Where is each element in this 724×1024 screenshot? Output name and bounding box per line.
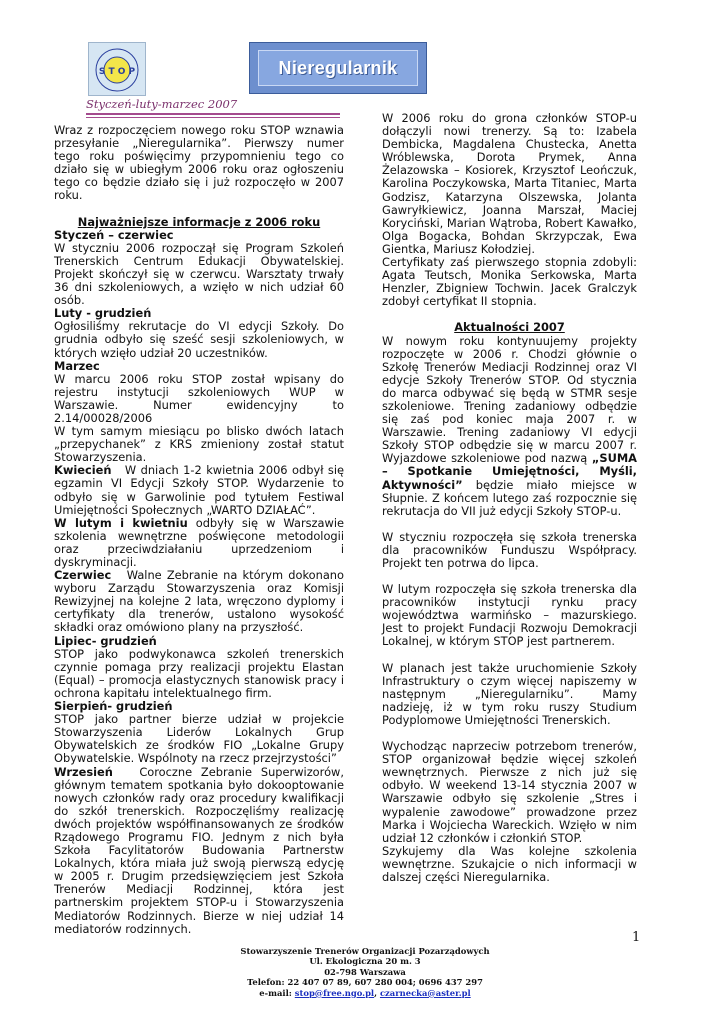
s8-title: Sierpień- grudzień bbox=[54, 699, 173, 714]
suma-title: „SUMA – Spotkanie Umiejętności, Myśli, Aktywności” bbox=[382, 451, 637, 492]
s9-text: Coroczne Zebranie Superwizorów, głównym tematem spotkania było dokooptowanie nowych członków rady oraz procedury kwalifikacji do szkół trenerskich. Rozpoczęliśmy realizację dwóch projektów współfinansowanych ze środków Rządowego Programu FIO. Jednym z nich była Szkoła Facylitatorów Budowania Partnerstw Lokalnych, która miała już swoją pierwszą edycję w 2005 r. Drugim przedsięwzięciem jest Szkoła Trenerów Mediacji Rodzinnej, która jest partnerskim projektem STOP-u i Stowarzyszenia Mediatorów Rodzinnych. Bierze w niej udział 14 mediatorów rodzinnych. bbox=[54, 764, 344, 936]
s1-text: W styczniu 2006 rozpoczął się Program Szkoleń Trenerskich Centrum Edukacji Obywatelskiej. Projekt skończył się w czerwcu. Warsztaty trwały 36 dni szkoleniowych, a wzięło w nich udział 60 osób. bbox=[54, 240, 344, 308]
more-training-paragraph: Szykujemy dla Was kolejne szkolenia wewnętrzne. Szukajcie o nich informacji w dalszej części Nieregularnika. bbox=[382, 843, 637, 884]
s1-title: Styczeń – czerwiec bbox=[54, 227, 174, 242]
s6-text: Walne Zebranie na którym dokonano wyboru Zarządu Stowarzyszenia oraz Komisji Rewizyjnej na kolejne 2 lata, wręczono dyplomy i certyfikaty dla trenerów, ustalono wysokość składki oraz omówiono plany na przyszłość. bbox=[54, 568, 344, 635]
stop-logo bbox=[88, 42, 146, 96]
s4-text: W dniach 1-2 kwietnia 2006 odbył się egzamin VI Edycji Szkoły STOP. Wydarzenie to odbyło się w Garwolinie pod tytułem Festiwal Umiejętności Społecznych „WARTO DZIAŁAĆ”. bbox=[54, 463, 344, 517]
fund-school-paragraph: W styczniu rozpoczęła się szkoła trenerska dla pracowników Funduszu Współpracy. Projekt ten potrwa do lipca. bbox=[382, 529, 637, 570]
masthead-title: Nieregularnik bbox=[278, 57, 398, 78]
email-link-stop[interactable]: stop@free.ngo.pl bbox=[294, 987, 375, 998]
s9-paragraph bbox=[54, 766, 344, 936]
projects-paragraph bbox=[382, 335, 637, 518]
s3-text: W marcu 2006 roku STOP został wpisany do rejestru instytucji szkoleniowych WUP w Warszawie. Numer ewidencyjny to 2.14/00028/2006 bbox=[54, 371, 344, 425]
footer-org: Stowarzyszenie Trenerów Organizacji Pozarządowych bbox=[240, 946, 490, 956]
s2-title: Luty - grudzień bbox=[54, 306, 152, 321]
plans-paragraph: W planach jest także uruchomienie Szkoły Infrastruktury o czym więcej napiszemy w następnym „Nieregularniku”. Mamy nadzieję, iż w tym roku ruszy Studium Podyplomowe Umiejętności Trenerskich. bbox=[382, 660, 637, 727]
issue-date: Styczeń-luty-marzec 2007 bbox=[86, 97, 238, 111]
footer-email-sep: , bbox=[374, 987, 378, 998]
internal-training-paragraph: Wychodząc naprzeciw potrzebom trenerów, STOP organizował będzie więcej szkoleń wewnętrznych. Pierwsze z nich już się odbyło. W weekend 13-14 stycznia 2007 w Warszawie odbyło się szkolenie „Stres i wypalenie zawodowe” prowadzone przez Marka i Wojciecha Wareckich. Wzięło w nim udział 12 członków i członkiń STOP. bbox=[382, 739, 637, 845]
s7-title: Lipiec- grudzień bbox=[54, 633, 157, 648]
s4-title: Kwiecień bbox=[54, 463, 112, 478]
footer-phone: Telefon: 22 407 07 89, 607 280 004; 0696 437 297 bbox=[247, 977, 483, 988]
new-trainers-paragraph: W 2006 roku do grona członków STOP-u dołączyli nowi trenerzy. Są to: Izabela Dembicka, Magdalena Chustecka, Anetta Wróblewska, Dorota Prymek, Anna Żelazowska – Kosiorek, Krzysztof Leończuk, Karolina Poczykowska, Marta Titaniec, Marta Godzisz, Katarzyna Olszewska, Jolanta Gawryłkiewicz, Joanna Marszał, Maciej Koryciński, Marian Wątroba, Robert Kawałko, Olga Bogacka, Bohdan Skrzypczak, Ewa Gientka, Mariusz Kołodziej. bbox=[382, 111, 637, 256]
section-heading-2007: Aktualności 2007 bbox=[454, 320, 565, 335]
header-rule-thin bbox=[86, 117, 340, 118]
s7-text: STOP jako podwykonawca szkoleń trenerskich czynnie pomaga przy realizacji projektu Elastan (Equal) – promocja elastycznych stanowisk pracy i ochrona kapitału intelektualnego firm. bbox=[54, 646, 344, 700]
header-rule bbox=[86, 113, 340, 115]
s5-paragraph bbox=[54, 517, 344, 569]
intro-paragraph: Wraz z rozpoczęciem nowego roku STOP wznawia przesyłanie „Nieregularnika”. Pierwszy numer tego roku poświęcimy przypomnieniu tego co działo się w ubiegłym 2006 roku oraz ogłoszeniu tego co będzie działo się i już rozpoczęło w 2007 roku. bbox=[54, 123, 344, 203]
logo-letters: S T O P bbox=[98, 67, 136, 77]
masthead-banner bbox=[249, 42, 427, 94]
left-column bbox=[54, 124, 344, 936]
labour-school-paragraph: W lutym rozpoczęła się szkoła trenerska dla pracowników instytucji rynku pracy województwa warmińsko – mazurskiego. Jest to projekt Fundacji Rozwoju Demokracji Lokalnej, w którym STOP jest partnerem. bbox=[382, 582, 637, 649]
email-link-czarnecka[interactable]: czarnecka@aster.pl bbox=[379, 987, 471, 998]
footer-street: Ul. Ekologiczna 20 m. 3 bbox=[309, 956, 421, 967]
footer-city: 02-798 Warszawa bbox=[324, 966, 406, 977]
s5-text: odbyły się w Warszawie szkolenia wewnętrzne poświęcone metodologii oraz przeciwdziałaniu uprzedzeniom i dyskryminacji. bbox=[54, 515, 345, 569]
s3-title: Marzec bbox=[54, 358, 100, 373]
masthead-inner bbox=[258, 50, 418, 86]
section-heading-2006: Najważniejsze informacje z 2006 roku bbox=[77, 214, 321, 229]
s2-text: Ogłosiliśmy rekrutacje do VI edycji Szkoły. Do grudnia odbyło się sześć sesji szkoleniowych, w których wzięło udział 20 uczestników. bbox=[54, 319, 344, 360]
footer-email-line bbox=[150, 988, 580, 998]
page-number: 1 bbox=[632, 930, 641, 945]
s6-paragraph bbox=[54, 569, 344, 634]
footer-email-label: e-mail: bbox=[259, 987, 292, 998]
certificates-paragraph: Certyfikaty zaś pierwszego stopnia zdobyli: Agata Teutsch, Monika Serkowska, Marta Henzler, Zbigniew Tochwin. Jacek Gralczyk zdobył certyfikat II stopnia. bbox=[382, 255, 637, 309]
s4-paragraph bbox=[54, 464, 344, 516]
right-column bbox=[382, 112, 637, 884]
s6-title: Czerwiec bbox=[54, 568, 112, 583]
s9-title: Wrzesień bbox=[54, 764, 113, 779]
projects-text-end: będzie miało miejsce w Słupnie. Z końcem lutego zaś rozpocznie się rekrutacja do VII już edycji Szkoły STOP-u. bbox=[382, 477, 637, 518]
footer bbox=[150, 946, 580, 998]
s8-text: STOP jako partner bierze udział w projekcie Stowarzyszenia Liderów Lokalnych Grup Obywatelskich ze środków FIO „Lokalne Grupy Obywatelskie. Wspólnoty na rzecz przejrzystości” bbox=[54, 712, 344, 766]
s5-title: W lutym i kwietniu bbox=[54, 515, 188, 530]
projects-text: W nowym roku kontynuujemy projekty rozpoczęte w 2006 r. Chodzi głównie o Szkołę Trenerów Mediacji Rodzinnej oraz VI edycje Szkoły Trenerów STOP. Od stycznia do marca odbywać się będą w STMR sesje szkoleniowe. Trening zadaniowy odbędzie się zaś pod koniec maja 2007 r. w Warszawie. Trening zadaniowy VI edycji Szkoły STOP odbędzie się w marcu 2007 r. Wyjazdowe szkoleniowe pod nazwą bbox=[382, 333, 637, 466]
s3-text2: W tym samym miesiącu po blisko dwóch latach „przepychanek” z KRS zmieniony został statut Stowarzyszenia. bbox=[54, 424, 344, 465]
